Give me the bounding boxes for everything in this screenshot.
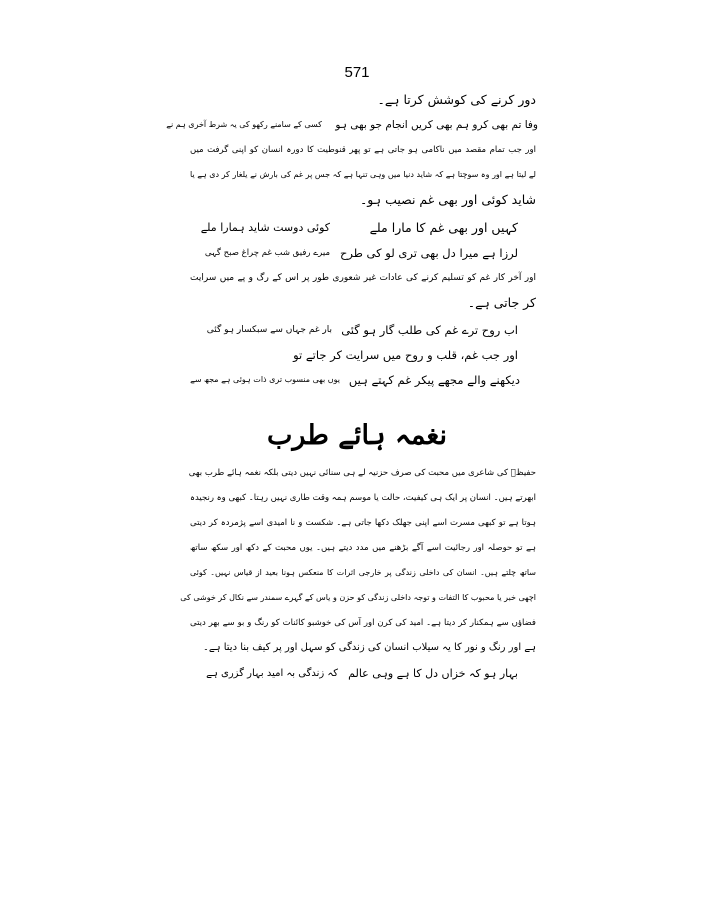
page-number: 571 — [344, 64, 370, 81]
verse-6-right: دیکھنے والے مجھے پیکر غم کہتے ہیں — [348, 373, 520, 387]
verse-2-right: کہیں اور بھی غم کا مارا ملے — [369, 220, 518, 235]
verse-6-left: یوں بھی منسوب تری ذات ہوئی ہے مجھ سے — [190, 375, 340, 384]
verse-5-line: اور جب غم، قلب و روح میں سرایت کر جاتے تو — [293, 348, 518, 362]
verse-4-right: اب روح ترے غم کی طلب گار ہو گئی — [341, 323, 518, 337]
verse-7-right: بہار ہو کہ خزاں دل کا ہے وہی عالم — [348, 667, 518, 680]
paragraph-3-line: ابھرتے ہیں۔ انسان پر ایک ہی کیفیت، حالت یا موسم ہمہ وقت طاری نہیں رہتا۔ کبھی وہ رنجیدہ — [189, 493, 536, 503]
intro-line: دور کرنے کی کوشش کرتا ہے۔ — [377, 92, 536, 107]
section-heading: نغمہ ہائے طرب — [267, 420, 447, 451]
paragraph-1-line: لے لیتا ہے اور وہ سوچتا ہے کہ شاید دنیا میں وہی تنہا ہے کہ جس پر غم کی بارش نے یلغار کر دی ہے یا — [190, 170, 536, 179]
paragraph-3-line: ہوتا ہے تو کبھی مسرت اسے اپنی جھلک دکھا جاتی ہے۔ شکست و نا امیدی اسے پژمردہ کر دیتی — [190, 518, 536, 528]
paragraph-3-line: اچھی خبر یا محبوب کا التفات و توجہ داخلی زندگی کو حزن و یاس کے گہرے سمندر سے نکال کر خوشی کی — [180, 593, 536, 602]
paragraph-3-line: ہے اور رنگ و نور کا یہ سیلاب انسان کی زندگی کو سہل اور پر کیف بنا دیتا ہے۔ — [202, 642, 536, 653]
paragraph-1-line: اور جب تمام مقصد میں ناکامی ہو جاتی ہے تو پھر قنوطیت کا دورہ انسان کو اپنی گرفت میں — [190, 145, 536, 155]
verse-7-left: کہ زندگی بہ امید بہار گزری ہے — [206, 668, 338, 679]
paragraph-3-line: حفیظؔ کی شاعری میں محبت کی صرف حزنیہ لے ہی سنائی نہیں دیتی بلکہ نغمہ ہائے طرب بھی — [188, 468, 536, 478]
paragraph-1-line: شاید کوئی اور بھی غم نصیب ہو۔ — [359, 192, 536, 207]
verse-3-left: میرے رفیق شب غم چراغ صبح گہی — [204, 248, 330, 258]
paragraph-3-line: ساتھ چلتے ہیں۔ انسان کی داخلی زندگی پر خارجی اثرات کا منعکس ہونا بعید از قیاس نہیں۔ کوئی — [190, 568, 536, 577]
paragraph-2-line: کر جاتی ہے۔ — [467, 295, 536, 310]
verse-1-left: کسی کے سامنے رکھو کی یہ شرط آخری ہم نے — [166, 120, 322, 129]
verse-3-right: لرزا ہے میرا دل بھی تری لو کی طرح — [339, 246, 518, 260]
verse-4-left: بار غم جہاں سے سبکسار ہو گئی — [206, 325, 332, 335]
verse-1-right: وفا تم بھی کرو ہم بھی کریں انجام جو بھی ہو — [335, 119, 538, 131]
paragraph-2-line: اور آخر کار غم کو تسلیم کرنے کی عادات غیر شعوری طور پر اس کے رگ و پے میں سرایت — [190, 273, 536, 283]
verse-2-left: کوئی دوست شاید ہمارا ملے — [200, 221, 330, 234]
paragraph-3-line: فضاؤں سے ہمکنار کر دیتا ہے۔ امید کی کرن اور آس کی خوشبو کائنات کو رنگ و بو سے بھر دیتی — [190, 618, 536, 628]
paragraph-3-line: ہے تو حوصلہ اور رجائیت اسے آگے بڑھنے میں مدد دیتے ہیں۔ یوں محبت کے دکھ اور سکھ ساتھ — [190, 543, 536, 553]
